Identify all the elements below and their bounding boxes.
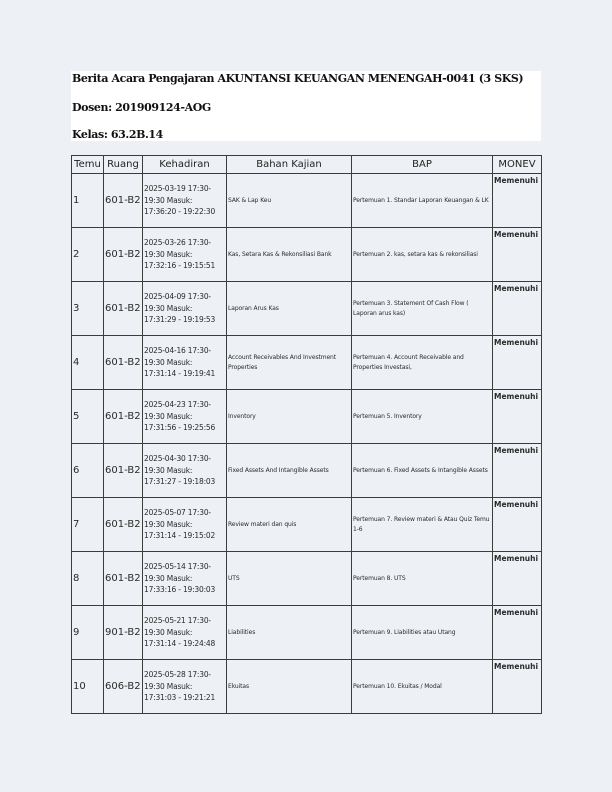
cell-bap (352, 336, 493, 390)
cell-bap (352, 228, 493, 282)
column-header-ruang: Ruang (104, 156, 143, 174)
cell-ruang-text: 601-B2 (105, 357, 141, 368)
cell-monev-text: Memenuhi (494, 338, 539, 347)
cell-temu (72, 282, 104, 336)
attendance-table (71, 155, 542, 714)
cell-bahan-kajian-text: Laporan Arus Kas (228, 304, 279, 312)
cell-bap (352, 390, 493, 444)
cell-bahan-kajian (227, 282, 352, 336)
cell-bahan-kajian-text: Account Receivables And Investment Properties (228, 353, 337, 371)
cell-bap (352, 660, 493, 714)
cell-kehadiran (143, 390, 227, 444)
cell-kehadiran (143, 606, 227, 660)
cell-temu-text: 5 (73, 411, 80, 422)
cell-kehadiran (143, 552, 227, 606)
cell-temu-text: 6 (73, 465, 80, 476)
cell-bahan-kajian-text: Fixed Assets And Intangible Assets (228, 466, 329, 474)
cell-ruang (104, 174, 143, 228)
cell-bahan-kajian-text: Kas, Setara Kas & Rekonsiliasi Bank (228, 250, 332, 258)
table-row (72, 228, 542, 282)
cell-ruang-text: 601-B2 (105, 249, 141, 260)
cell-bahan-kajian (227, 336, 352, 390)
table-row (72, 444, 542, 498)
cell-ruang (104, 606, 143, 660)
cell-temu-text: 7 (73, 519, 80, 530)
table-row (72, 282, 542, 336)
cell-monev (493, 444, 542, 498)
cell-ruang (104, 282, 143, 336)
cell-bahan-kajian (227, 552, 352, 606)
cell-temu (72, 228, 104, 282)
cell-ruang-text: 601-B2 (105, 411, 141, 422)
cell-bap-text: Pertemuan 4. Account Receivable and Properties Investasi, (353, 353, 464, 371)
cell-kehadiran (143, 228, 227, 282)
table-row (72, 606, 542, 660)
cell-kehadiran-text: 2025-05-07 17:30-19:30 Masuk: 17:31:14 - 19:15:02 (144, 508, 216, 541)
cell-monev (493, 228, 542, 282)
cell-bahan-kajian-text: Liabilities (228, 628, 256, 636)
cell-ruang-text: 606-B2 (105, 681, 141, 692)
cell-monev-text: Memenuhi (494, 284, 539, 293)
cell-ruang-text: 901-B2 (105, 627, 141, 638)
cell-temu-text: 1 (73, 195, 80, 206)
table-row (72, 174, 542, 228)
cell-monev-text: Memenuhi (494, 608, 539, 617)
table-header-row (72, 156, 542, 174)
cell-kehadiran (143, 498, 227, 552)
cell-monev-text: Memenuhi (494, 176, 539, 185)
cell-bap (352, 174, 493, 228)
document-title: Berita Acara Pengajaran AKUNTANSI KEUANGAN MENENGAH-0041 (3 SKS) (72, 72, 524, 85)
cell-ruang-text: 601-B2 (105, 465, 141, 476)
cell-kehadiran (143, 444, 227, 498)
cell-kehadiran-text: 2025-03-19 17:30-19:30 Masuk: 17:36:20 - 19:22:30 (144, 184, 216, 217)
cell-bap-text: Pertemuan 3. Statement Of Cash Flow ( Laporan arus kas) (353, 299, 469, 317)
cell-ruang (104, 390, 143, 444)
cell-kehadiran-text: 2025-05-28 17:30-19:30 Masuk: 17:31:03 - 19:21:21 (144, 670, 216, 703)
cell-bap (352, 282, 493, 336)
cell-monev (493, 606, 542, 660)
cell-bap-text: Pertemuan 9. Liabilities atau Utang (353, 628, 456, 636)
cell-ruang (104, 336, 143, 390)
cell-bahan-kajian (227, 498, 352, 552)
cell-monev-text: Memenuhi (494, 500, 539, 509)
cell-temu (72, 660, 104, 714)
cell-monev (493, 390, 542, 444)
cell-temu-text: 9 (73, 627, 80, 638)
cell-monev (493, 174, 542, 228)
cell-bap-text: Pertemuan 8. UTS (353, 574, 406, 582)
table-row (72, 336, 542, 390)
cell-kehadiran-text: 2025-04-16 17:30-19:30 Masuk: 17:31:14 - 19:19:41 (144, 346, 216, 379)
cell-temu (72, 444, 104, 498)
cell-monev-text: Memenuhi (494, 446, 539, 455)
cell-kehadiran (143, 174, 227, 228)
cell-temu-text: 8 (73, 573, 80, 584)
cell-temu (72, 336, 104, 390)
cell-bap-text: Pertemuan 5. Inventory (353, 412, 422, 420)
cell-ruang (104, 552, 143, 606)
cell-ruang-text: 601-B2 (105, 573, 141, 584)
cell-bap (352, 444, 493, 498)
cell-ruang-text: 601-B2 (105, 519, 141, 530)
cell-kehadiran-text: 2025-05-14 17:30-19:30 Masuk: 17:33:16 - 19:30:03 (144, 562, 216, 595)
table-row (72, 552, 542, 606)
cell-temu (72, 174, 104, 228)
cell-kehadiran (143, 336, 227, 390)
cell-monev (493, 282, 542, 336)
cell-bahan-kajian-text: Review materi dan quis (228, 520, 297, 528)
cell-temu-text: 2 (73, 249, 80, 260)
table-row (72, 390, 542, 444)
cell-bap (352, 498, 493, 552)
cell-ruang (104, 498, 143, 552)
cell-ruang-text: 601-B2 (105, 195, 141, 206)
cell-temu-text: 10 (73, 681, 86, 692)
cell-bap (352, 606, 493, 660)
cell-temu (72, 552, 104, 606)
cell-monev-text: Memenuhi (494, 662, 539, 671)
cell-bap-text: Pertemuan 6. Fixed Assets & Intangible Assets (353, 466, 488, 474)
cell-ruang (104, 660, 143, 714)
cell-ruang (104, 228, 143, 282)
cell-temu-text: 3 (73, 303, 80, 314)
cell-monev (493, 552, 542, 606)
cell-temu (72, 390, 104, 444)
cell-kehadiran (143, 660, 227, 714)
cell-bahan-kajian (227, 660, 352, 714)
cell-temu (72, 606, 104, 660)
column-header-kehadiran: Kehadiran (143, 156, 227, 174)
cell-ruang (104, 444, 143, 498)
cell-bahan-kajian (227, 228, 352, 282)
cell-bahan-kajian (227, 606, 352, 660)
cell-bahan-kajian-text: Ekuitas (228, 682, 250, 690)
cell-ruang-text: 601-B2 (105, 303, 141, 314)
column-header-bahan-kajian: Bahan Kajian (227, 156, 352, 174)
cell-bap-text: Pertemuan 7. Review materi & Atau Quiz Temu 1-6 (353, 515, 490, 533)
cell-temu (72, 498, 104, 552)
cell-monev (493, 336, 542, 390)
cell-bahan-kajian (227, 444, 352, 498)
cell-kehadiran-text: 2025-04-23 17:30-19:30 Masuk: 17:31:56 - 19:25:56 (144, 400, 216, 433)
column-header-bap: BAP (352, 156, 493, 174)
cell-monev-text: Memenuhi (494, 554, 539, 563)
cell-temu-text: 4 (73, 357, 80, 368)
cell-bahan-kajian-text: Inventory (228, 412, 256, 420)
lecturer-line: Dosen: 201909124-AOG (72, 101, 211, 114)
cell-bap-text: Pertemuan 1. Standar Laporan Keuangan & LK (353, 196, 489, 204)
table-row (72, 660, 542, 714)
cell-bahan-kajian (227, 174, 352, 228)
cell-kehadiran-text: 2025-04-30 17:30-19:30 Masuk: 17:31:27 - 19:18:03 (144, 454, 216, 487)
cell-kehadiran (143, 282, 227, 336)
cell-bap-text: Pertemuan 2. kas, setara kas & rekonsiliasi (353, 250, 478, 258)
cell-kehadiran-text: 2025-03-26 17:30-19:30 Masuk: 17:32:16 - 19:15:51 (144, 238, 216, 271)
cell-monev (493, 498, 542, 552)
cell-monev-text: Memenuhi (494, 230, 539, 239)
cell-bap-text: Pertemuan 10. Ekuitas / Modal (353, 682, 442, 690)
cell-monev-text: Memenuhi (494, 392, 539, 401)
cell-bahan-kajian-text: UTS (228, 574, 240, 582)
cell-monev (493, 660, 542, 714)
column-header-temu: Temu (72, 156, 104, 174)
cell-bap (352, 552, 493, 606)
cell-bahan-kajian (227, 390, 352, 444)
column-header-monev: MONEV (493, 156, 542, 174)
cell-kehadiran-text: 2025-05-21 17:30-19:30 Masuk: 17:31:14 - 19:24:48 (144, 616, 216, 649)
cell-bahan-kajian-text: SAK & Lap Keu (228, 196, 272, 204)
table-row (72, 498, 542, 552)
cell-kehadiran-text: 2025-04-09 17:30-19:30 Masuk: 17:31:29 - 19:19:53 (144, 292, 216, 325)
class-line: Kelas: 63.2B.14 (72, 128, 163, 141)
